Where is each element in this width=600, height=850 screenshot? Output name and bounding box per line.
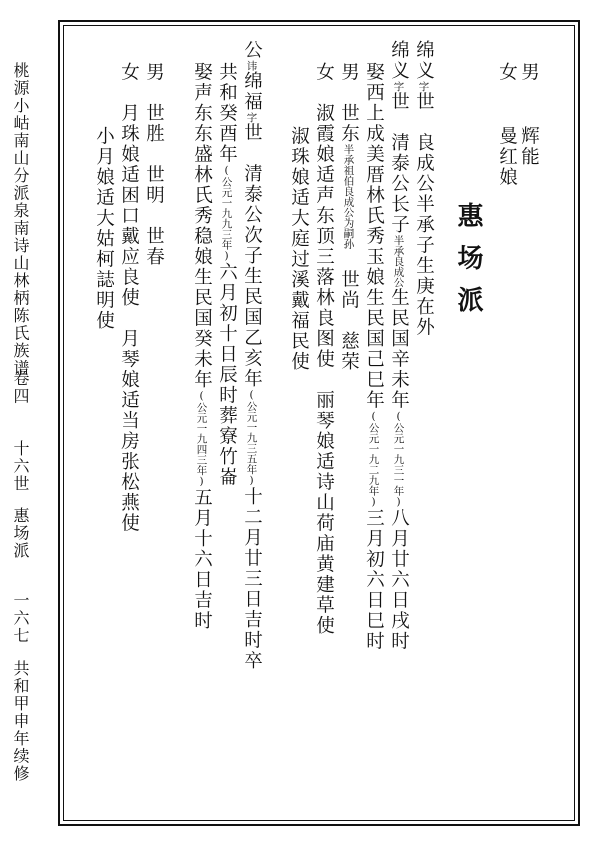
text-column <box>497 62 516 83</box>
text-column <box>414 40 433 338</box>
column-text: 女 月珠娘适困口戴应良使 月琴娘适当房张松燕使 <box>118 62 140 534</box>
column-text: 生民国辛未年 <box>388 287 410 411</box>
text-column <box>242 40 261 671</box>
column-text: 世 清泰公长子 <box>388 91 410 235</box>
annotation-text: (公元一九二九年) <box>367 410 380 508</box>
column-text: 男 <box>518 62 540 83</box>
annotation-text: (公元一九九三年) <box>220 164 233 262</box>
column-text: 男 世胜 世明 世春 <box>143 62 165 267</box>
column-text: 男 世东 <box>338 62 360 144</box>
column-text: 女 <box>496 62 518 83</box>
column-text: 曼红娘 <box>496 126 518 188</box>
sidebar-generation: 十六世 <box>11 440 30 493</box>
text-column <box>314 62 333 636</box>
column-text: 六月初十日辰时葬寮竹崙 <box>216 262 238 488</box>
column-text: 共和癸酉年 <box>216 62 238 165</box>
branch-title: 惠场派 <box>453 202 483 328</box>
column-text: 五月十六日吉时 <box>191 487 213 631</box>
sidebar-page-number: 一六七 <box>11 592 30 645</box>
column-text: 绵福 <box>241 71 263 112</box>
column-text: 绵义 <box>388 40 410 81</box>
sidebar-book-title: 桃源小岵南山分派泉南诗山林柄陈氏族谱 <box>11 62 30 377</box>
annotation-text: (公元一九三一年) <box>392 410 405 508</box>
column-text: 娶西上成美厝林氏秀玉娘生民国己巳年 <box>363 62 385 411</box>
annotation-text: 字 <box>417 81 430 92</box>
column-text: 女 淑霞娘适声东顶三落林良图使 丽琴娘适诗山荷庙黄建草使 <box>313 62 335 636</box>
column-text: 世尚 慈荣 <box>338 249 360 372</box>
column-text: 三月初六日巳时 <box>363 508 385 652</box>
annotation-text: 字 <box>245 112 258 123</box>
text-column <box>389 40 408 652</box>
text-column <box>289 126 308 372</box>
text-column <box>119 62 138 534</box>
column-text: 八月廿六日戌时 <box>388 508 410 652</box>
column-text: 公 <box>241 40 263 61</box>
text-column <box>144 62 163 267</box>
text-column <box>192 62 211 631</box>
text-column <box>364 62 383 652</box>
column-text: 绵义 <box>413 40 435 81</box>
text-column <box>339 62 358 372</box>
annotation-text: (公元一九四三年) <box>195 390 208 488</box>
annotation-text: (公元一九三五年) <box>245 389 258 487</box>
annotation-text: 半承祖伯良成公为嗣孙 <box>342 144 355 249</box>
column-text: 淑珠娘适大庭过溪戴福民使 <box>288 126 310 372</box>
sidebar-edition: 共和甲申年续修 <box>11 660 30 783</box>
column-text: 世 良成公半承子生庚在外 <box>413 91 435 338</box>
column-text: 十二月廿三日吉时卒 <box>241 486 263 671</box>
column-text: 辉能 <box>518 126 540 167</box>
column-text: 小月娘适大姑柯誌明使 <box>93 126 115 331</box>
annotation-text: 半承良成公 <box>392 235 405 288</box>
text-column <box>497 126 516 188</box>
text-column <box>519 126 538 167</box>
text-column <box>519 62 538 83</box>
column-text: 世 清泰公次子生民国乙亥年 <box>241 122 263 389</box>
text-column <box>217 62 236 488</box>
annotation-text: 讳 <box>245 60 258 71</box>
sidebar-branch: 惠场派 <box>11 507 30 560</box>
annotation-text: 字 <box>392 81 405 92</box>
text-column <box>94 126 113 331</box>
column-text: 娶声东东盛林氏秀稳娘生民国癸未年 <box>191 62 213 390</box>
sidebar-volume: 卷四 <box>11 370 30 405</box>
